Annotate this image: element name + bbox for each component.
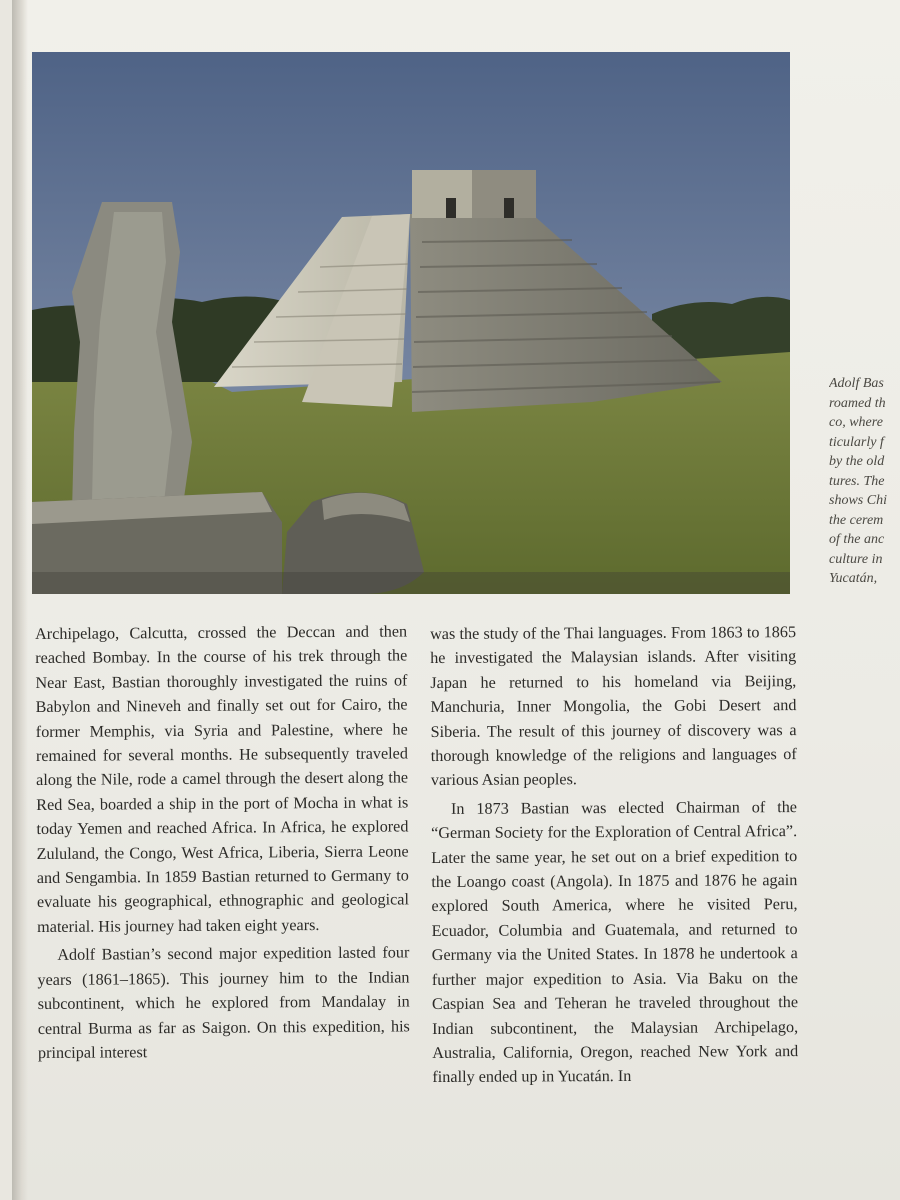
left-text-column: [35, 619, 410, 1065]
caption-line: of the anc: [829, 532, 885, 547]
photo-caption: [829, 374, 900, 589]
caption-line: Yucatán,: [829, 571, 878, 586]
right-text-column: [430, 620, 798, 1090]
caption-line: the cerem: [829, 512, 884, 528]
caption-line: culture in: [829, 551, 883, 567]
body-paragraph: Adolf Bastian’s second major expedition lasted four years (1861–1865). This journey him to the Indian subcontinent, which he explored from Mandalay in central Burma as far as Saigon. On this expedition, his principal interest: [37, 943, 410, 1062]
body-paragraph: In 1873 Bastian was elected Chairman of the “German Society for the Exploration of Central Africa”. Later the same year, he set out on a brief expedition to the Loango coast (Angola). In 1875 and 1876 he again explored South America, where he visited Peru, Ecuador, Columbia and Guatemala, and returned to Germany via the United States. In 1878 he undertook a further major expedition to Asia. Via Baku on the Caspian Sea and Teheran he traveled throughout the Indian subcontinent, the Malaysian Archipelago, Australia, California, Oregon, reached New York and finally ended up in Yucatán. In: [431, 797, 799, 1087]
caption-line: Adolf Bas: [829, 376, 884, 391]
caption-line: ticularly f: [829, 434, 884, 450]
pyramid-photo: [32, 52, 790, 594]
caption-line: by the old: [829, 454, 885, 469]
body-paragraph: was the study of the Thai languages. From 1863 to 1865 he investigated the Malaysian islands. After visiting Japan he returned to his homeland via Beijing, Manchuria, Inner Mongolia, the Gobi Desert and Siberia. The result of this journey of discovery was a thorough knowledge of the religions and languages of various Asian peoples.: [430, 623, 797, 790]
caption-line: roamed th: [829, 395, 886, 411]
caption-line: co, where: [829, 415, 883, 430]
caption-line: tures. The: [829, 473, 885, 489]
caption-line: shows Chi: [829, 493, 887, 508]
book-gutter-shadow: [12, 0, 28, 1200]
body-paragraph: Archipelago, Calcutta, crossed the Deccan and then reached Bombay. In the course of his trek through the Near East, Bastian thoroughly investigated the ruins of Babylon and Nineveh and finally set out for Cairo, the former Memphis, via Syria and Palestine, where he remained for several months. He subsequently traveled along the Nile, rode a camel through the desert along the Red Sea, boarded a ship in the port of Mocha in what is today Yemen and reached Africa. In Africa, he explored Zululand, the Congo, West Africa, Liberia, Sierra Leone and Sengambia. In 1859 Bastian returned to Germany to evaluate his geographical, ethnographic and geological material. His journey had taken eight years.: [35, 622, 410, 936]
